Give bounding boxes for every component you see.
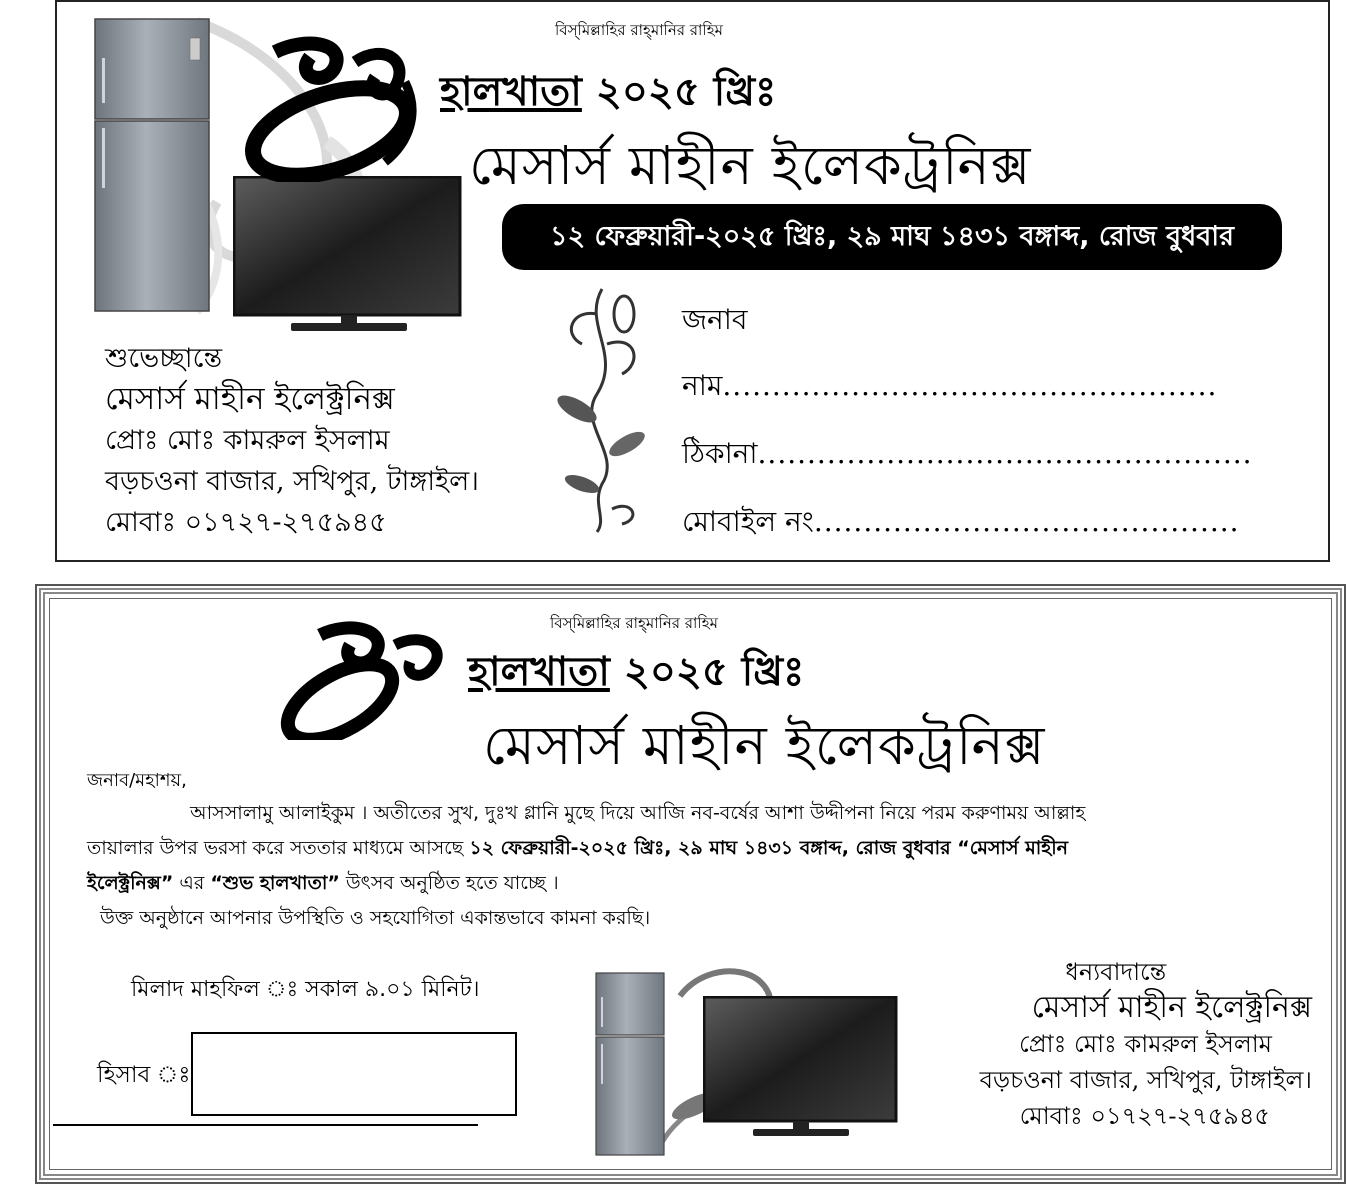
letter-line-3a: ইলেক্ট্রনিক্স” xyxy=(87,872,174,894)
letter-line-2b: ১২ ফেব্রুয়ারী-২০২৫ খ্রিঃ, ২৯ মাঘ ১৪৩১ বঙ্গাব্দ, রোজ বুধবার “মেসার্স মাহীন xyxy=(469,837,1069,859)
halkhata-card-bottom xyxy=(35,584,1346,1184)
halkhata-title xyxy=(440,60,776,127)
signature-block xyxy=(105,338,479,543)
salutation-text: জনাব/মহাশয়, xyxy=(87,770,187,791)
milad-text: মিলাদ মাহফিল ঃ সকাল ৯.০১ মিনিট। xyxy=(131,977,480,1002)
letter-line-3c: “শুভ হালখাতা” xyxy=(210,872,340,894)
halkhata-year: ২০২৫ খ্রিঃ xyxy=(595,69,777,115)
signature-shop-name-2: মেসার্স মাহীন ইলেক্ট্রনিক্স xyxy=(1031,990,1312,1025)
field-address-label: ঠিকানা xyxy=(682,437,758,470)
hisab-box xyxy=(191,1032,517,1116)
signature-address: বড়চওনা বাজার, সখিপুর, টাঙ্গাইল। xyxy=(105,466,479,497)
shubho-logo-label-2 xyxy=(335,644,336,645)
field-name-label: নাম xyxy=(682,369,723,402)
refrigerator-image-icon xyxy=(94,18,212,314)
shop-name-title-2: মেসার্স মাহীন ইলেকট্রনিক্স xyxy=(483,714,1046,777)
signature-block-2 xyxy=(980,954,1312,1134)
shop-name-title: মেসার্স মাহীন ইলেকট্রনিক্স xyxy=(469,134,1032,197)
signature-proprietor-2: প্রোঃ মোঃ কামরুল ইসলাম xyxy=(1019,1030,1272,1058)
thanks-text: ধন্যবাদান্তে xyxy=(1065,958,1167,986)
halkhata-word: হালখাতা xyxy=(440,69,582,115)
bismillah-text-2: বিস্‌মিল্লাহির রাহ্‌মানির রাহিম xyxy=(550,614,718,632)
field-name-dots: .................................................. xyxy=(722,369,1218,402)
letter-line-2a: তায়ালার উপর ভরসা করে সততার মাধ্যমে আসছে xyxy=(87,837,470,859)
television-image-icon-2 xyxy=(703,996,899,1138)
field-mobile xyxy=(682,500,1240,547)
divider-line xyxy=(53,1124,478,1126)
signature-proprietor: প্রোঃ মোঃ কামরুল ইসলাম xyxy=(105,425,390,456)
signature-mobile-2: মোবাঃ ০১৭২৭-২৭৫৯৪৫ xyxy=(1019,1102,1270,1130)
letter-line-3d: উৎসব অনুষ্ঠিত হতে যাচ্ছে । xyxy=(339,872,559,894)
letter-line-4: উক্ত অনুষ্ঠানে আপনার উপস্থিতি ও সহযোগিতা একান্তভাবে কামনা করছি। xyxy=(100,907,651,929)
letter-line-2 xyxy=(87,834,1068,866)
signature-address-2: বড়চওনা বাজার, সখিপুর, টাঙ্গাইল। xyxy=(979,1066,1312,1094)
letter-line-3b: এর xyxy=(173,872,211,894)
television-image-icon xyxy=(233,176,463,334)
field-mobile-dots: ........................................... xyxy=(813,505,1240,538)
refrigerator-image-icon-2 xyxy=(595,972,667,1158)
letter-line-1: আসসালামু আলাইকুম । অতীতের সুখ, দুঃখ গ্লানি মুছে দিয়ে আজি নব-বর্ষের আশা উদ্দীপনা নিয়ে পরম করুণাময় আল্লাহ xyxy=(190,802,1086,824)
field-name xyxy=(682,364,1217,411)
shubho-logo-label xyxy=(307,47,308,48)
field-janab-label: জনাব xyxy=(682,303,748,336)
signature-shop-name: মেসার্স মাহীন ইলেক্ট্রনিক্স xyxy=(105,381,395,417)
signature-mobile: মোবাঃ ০১৭২৭-২৭৫৯৪৫ xyxy=(105,507,387,538)
hisab-label: হিসাব ঃ xyxy=(97,1062,191,1088)
letter-line-3 xyxy=(87,869,559,901)
bismillah-text: বিস্‌মিল্লাহির রাহ্‌মানির রাহিম xyxy=(555,21,723,39)
halkhata-word-2: হালখাতা xyxy=(468,649,610,695)
halkhata-year-2: ২০২৫ খ্রিঃ xyxy=(623,649,805,695)
halkhata-card-top xyxy=(55,0,1330,562)
field-address xyxy=(682,432,1253,479)
halkhata-title-2 xyxy=(468,640,804,707)
shubho-logo-icon xyxy=(235,32,435,182)
floral-ornament-icon xyxy=(552,284,652,534)
field-mobile-label: মোবাইল নং xyxy=(682,505,814,538)
field-address-dots: .................................................. xyxy=(757,437,1253,470)
greeting-text: শুভেচ্ছান্তে xyxy=(105,343,223,374)
shubho-logo-icon-2 xyxy=(260,620,460,740)
date-pill: ১২ ফেব্রুয়ারী-২০২৫ খ্রিঃ, ২৯ মাঘ ১৪৩১ বঙ্গাব্দ, রোজ বুধবার xyxy=(502,204,1282,270)
